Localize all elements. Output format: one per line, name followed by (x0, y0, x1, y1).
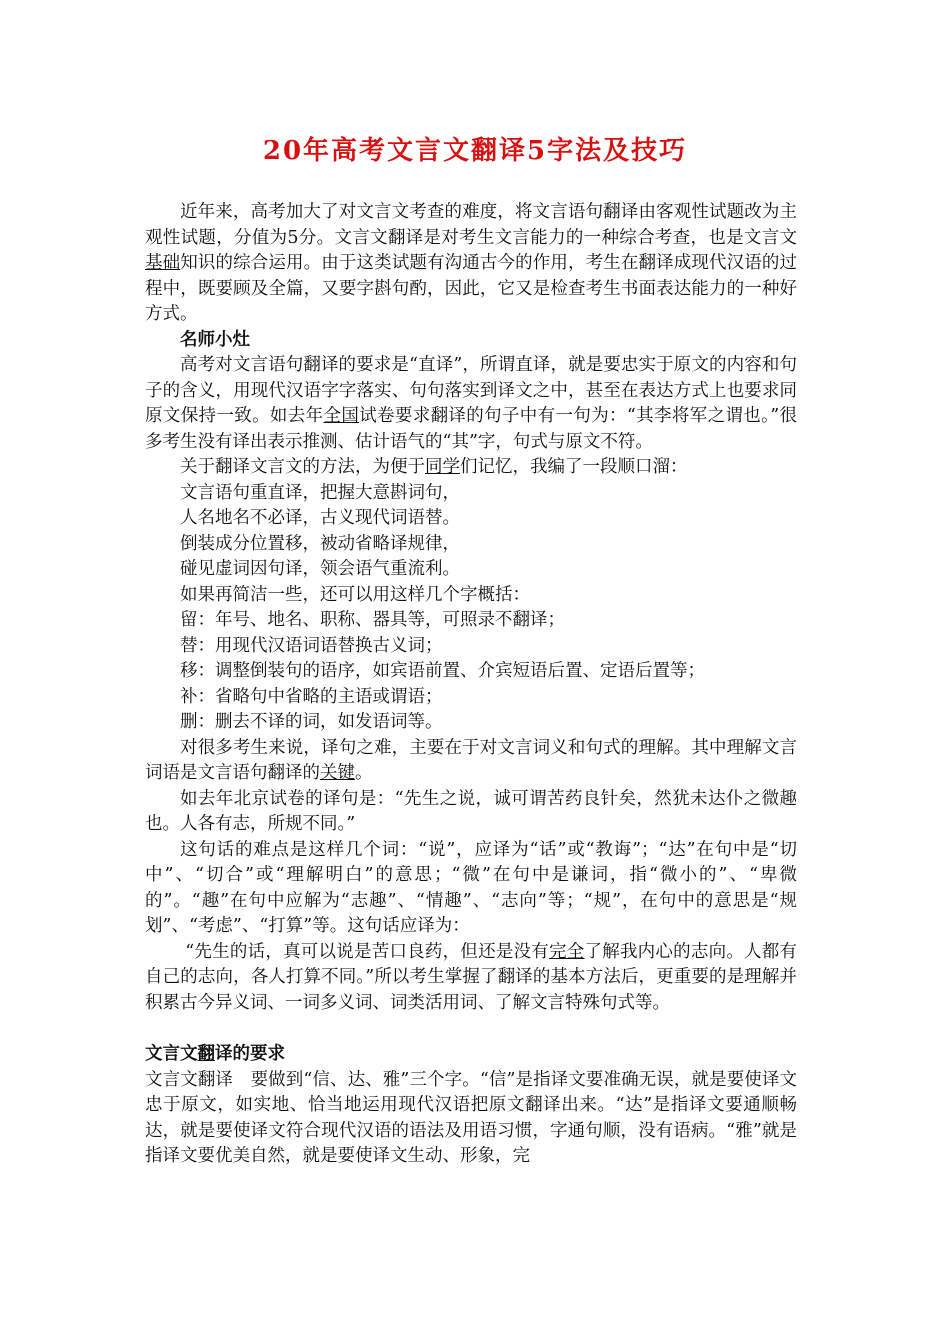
paragraph-direct-translation: 高考对文言语句翻译的要求是“直译”，所谓直译，就是要忠实于原文的内容和句子的含义，用现代汉语字字落实、句句落实到译文之中，甚至在表达方式上也要求同原文保持一致。如去年全国试卷要求翻译的句子中有一句为：“其李将军之谓也。”很多考生没有译出表示推测、估计语气的“其”字，句式与原文不符。 (145, 355, 798, 452)
document-body (145, 200, 797, 1170)
paragraph-translation: “先生的话，真可以说是苦口良药，但还是没有完全了解我内心的志向。人都有自己的志向，各人打算不同。”所以考生掌握了翻译的基本方法后，更重要的是理解并积累古今异义词、一词多义词、词类活用词、了解文言特殊句式等。 (145, 941, 798, 1013)
rule-item: 留：年号、地名、职称、器具等，可照录不翻译； (180, 610, 565, 630)
link-fan[interactable]: 翻 (197, 1044, 215, 1064)
rhyme-line: 人名地名不必译，古义现代词语替。 (180, 508, 460, 528)
rhyme-line: 文言语句重直译，把握大意斟词句， (180, 482, 460, 503)
rule-item: 替：用现代汉语词语替换古义词； (180, 635, 443, 656)
link-wanquan[interactable]: 完全 (549, 941, 585, 962)
rule-item: 补：省略句中省略的主语或谓语； (180, 686, 443, 707)
section-heading-requirements: 文言文翻译的要求 (145, 1044, 285, 1064)
link-tongxue[interactable]: 同学 (425, 457, 460, 477)
paragraph-summary-intro: 如果再简洁一些，还可以用这样几个字概括： (180, 584, 530, 605)
paragraph-method-intro: 关于翻译文言文的方法，为便于同学们记忆，我编了一段顺口溜： (180, 457, 688, 477)
paragraph-difficulty: 对很多考生来说，译句之难，主要在于对文言词义和句式的理解。其中理解文言词语是文言语句翻译的关键。 (145, 737, 797, 783)
paragraph-beijing-example: 如去年北京试卷的译句是：“先生之说，诚可谓苦药良针矣，然犹未达仆之微趣也。人各有志，所规不同。” (145, 788, 797, 834)
link-quanguo[interactable]: 全国 (323, 406, 360, 426)
link-jichu[interactable]: 基础 (145, 253, 181, 273)
paragraph-difficult-words: 这句话的难点是这样几个词：“说”，应译为“话”或“教诲”；“达”在句中是“切中”、“切合”或“理解明白”的意思；“微”在句中是谦词，指“微小的”、“卑微的”。“趣”在句中应解为“志趣”、“情趣”、“志向”等；“规”，在句中的意思是“规划”、“考虑”、“打算”等。这句话应译为： (145, 839, 797, 936)
rule-item: 移：调整倒装句的语序，如宾语前置、介宾短语后置、定语后置等； (180, 661, 705, 681)
intro-paragraph: 近年来，高考加大了对文言文考查的难度，将文言语句翻译由客观性试题改为主观性试题，分值为5分。文言文翻译是对考生文言能力的一种综合考查，也是文言文基础知识的综合运用。由于这类试题有沟通古今的作用，考生在翻译成现代汉语的过程中，既要顾及全篇，又要字斟句酌，因此，它又是检查考生书面表达能力的一种好方式。 (145, 202, 797, 324)
rhyme-line: 倒装成分位置移，被动省略译规律， (180, 533, 460, 554)
section-heading-tips: 名师小灶 (180, 329, 250, 350)
paragraph-requirements: 文言文翻译 要做到“信、达、雅”三个字。“信”是指译文要准确无误，就是要使译文忠于原文，如实地、恰当地运用现代汉语把原文翻译出来。“达”是指译文要通顺畅达，就是要使译文符合现代汉语的语法及用语习惯，字通句顺，没有语病。“雅”就是指译文要优美自然，就是要使译文生动、形象，完 (145, 1069, 797, 1166)
spacer (145, 1016, 797, 1042)
rhyme-line: 碰见虚词因句译，领会语气重流利。 (180, 559, 460, 579)
link-guanjian[interactable]: 关键 (320, 763, 355, 783)
page-title: 20年高考文言文翻译5字法及技巧 (262, 136, 688, 166)
rule-item: 删：删去不译的词，如发语词等。 (180, 712, 443, 732)
